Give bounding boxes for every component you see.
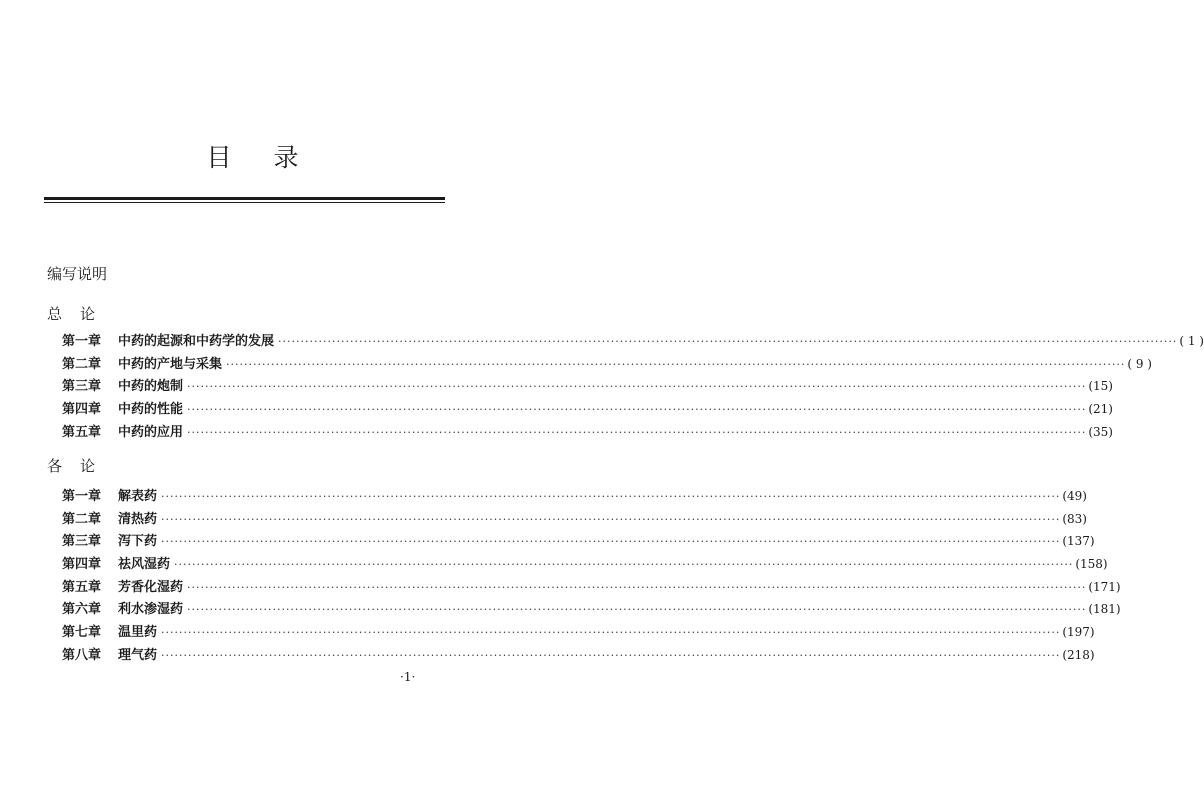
toc-entry — [62, 576, 1121, 599]
toc-chapter: 第三章 — [62, 379, 102, 395]
toc-title: 中药的起源和中药学的发展 — [118, 334, 275, 349]
section-heading-specific — [47, 455, 95, 476]
toc-entry — [62, 485, 1087, 508]
toc-leader: ········································································································································································································ — [161, 648, 1061, 662]
toc-entry — [62, 353, 1152, 376]
toc-chapter: 第五章 — [62, 579, 102, 595]
toc-title: 温里药 — [118, 625, 158, 641]
page-title — [0, 138, 505, 174]
toc-page: ( 1 ) — [1179, 334, 1204, 348]
toc-page: (35) — [1088, 424, 1113, 439]
toc-page: (218) — [1062, 647, 1095, 662]
toc-page: ( 9 ) — [1127, 356, 1152, 371]
toc-leader: ········································································································································································································ — [226, 357, 1126, 371]
section-heading-char-1: 各 — [47, 457, 63, 475]
toc-title: 祛风湿药 — [118, 557, 171, 573]
toc-list-general — [62, 330, 1204, 443]
toc-leader: ········································································································································································································ — [187, 580, 1087, 594]
title-rule-thin — [44, 202, 445, 203]
toc-leader: ········································································································································································································ — [161, 512, 1061, 526]
toc-chapter: 第一章 — [62, 334, 102, 349]
toc-leader: ········································································································································································································ — [187, 425, 1087, 439]
toc-entry — [62, 330, 1204, 353]
section-heading-char-2: 论 — [80, 305, 96, 323]
toc-page: (83) — [1062, 511, 1087, 526]
toc-entry — [62, 421, 1113, 444]
toc-title: 解表药 — [118, 489, 158, 504]
section-heading-char-2: 论 — [80, 457, 96, 475]
toc-chapter: 第二章 — [62, 511, 102, 527]
title-char-1: 目 — [206, 143, 232, 172]
toc-entry — [62, 621, 1095, 644]
page-number: ·1· — [400, 670, 416, 684]
toc-title: 利水渗湿药 — [118, 602, 184, 618]
toc-page: (181) — [1088, 602, 1121, 617]
toc-page: (49) — [1062, 489, 1087, 503]
toc-page: (171) — [1088, 579, 1121, 594]
toc-page: (197) — [1062, 625, 1095, 640]
toc-chapter: 第一章 — [62, 489, 102, 504]
toc-chapter: 第四章 — [62, 557, 102, 573]
toc-leader: ········································································································································································································ — [161, 535, 1061, 549]
toc-leader: ········································································································································································································ — [161, 626, 1061, 640]
toc-entry — [62, 553, 1108, 576]
section-heading-char-1: 总 — [47, 305, 63, 323]
toc-chapter: 第四章 — [62, 402, 102, 418]
toc-title: 清热药 — [118, 511, 158, 527]
toc-title: 中药的炮制 — [118, 379, 184, 395]
toc-leader: ········································································································································································································ — [174, 558, 1074, 572]
toc-title: 中药的应用 — [118, 424, 184, 440]
preface-heading: 编写说明 — [47, 265, 108, 283]
toc-title: 理气药 — [118, 647, 158, 663]
toc-page: (15) — [1088, 379, 1113, 394]
toc-page: (137) — [1062, 534, 1095, 549]
toc-leader: ········································································································································································································ — [187, 403, 1087, 417]
title-rule-thick — [44, 197, 445, 200]
toc-list-specific — [62, 485, 1121, 667]
toc-chapter: 第八章 — [62, 647, 102, 663]
toc-title: 中药的产地与采集 — [118, 356, 223, 372]
toc-entry — [62, 644, 1095, 667]
toc-page: (158) — [1075, 557, 1108, 572]
toc-leader: ········································································································································································································ — [187, 380, 1087, 394]
toc-entry — [62, 598, 1121, 621]
title-char-2: 录 — [273, 143, 299, 172]
toc-title: 中药的性能 — [118, 402, 184, 418]
toc-chapter: 第二章 — [62, 356, 102, 372]
toc-title: 芳香化湿药 — [118, 579, 184, 595]
toc-page: (21) — [1088, 402, 1113, 417]
toc-leader: ········································································································································································································ — [187, 603, 1087, 617]
toc-entry — [62, 375, 1113, 398]
section-heading-general — [47, 303, 95, 324]
toc-entry — [62, 398, 1113, 421]
toc-chapter: 第五章 — [62, 424, 102, 440]
toc-entry — [62, 530, 1095, 553]
toc-leader: ········································································································································································································ — [278, 335, 1178, 348]
toc-title: 泻下药 — [118, 534, 158, 550]
toc-chapter: 第六章 — [62, 602, 102, 618]
toc-chapter: 第三章 — [62, 534, 102, 550]
toc-chapter: 第七章 — [62, 625, 102, 641]
toc-entry — [62, 508, 1087, 531]
toc-leader: ········································································································································································································ — [161, 490, 1061, 503]
